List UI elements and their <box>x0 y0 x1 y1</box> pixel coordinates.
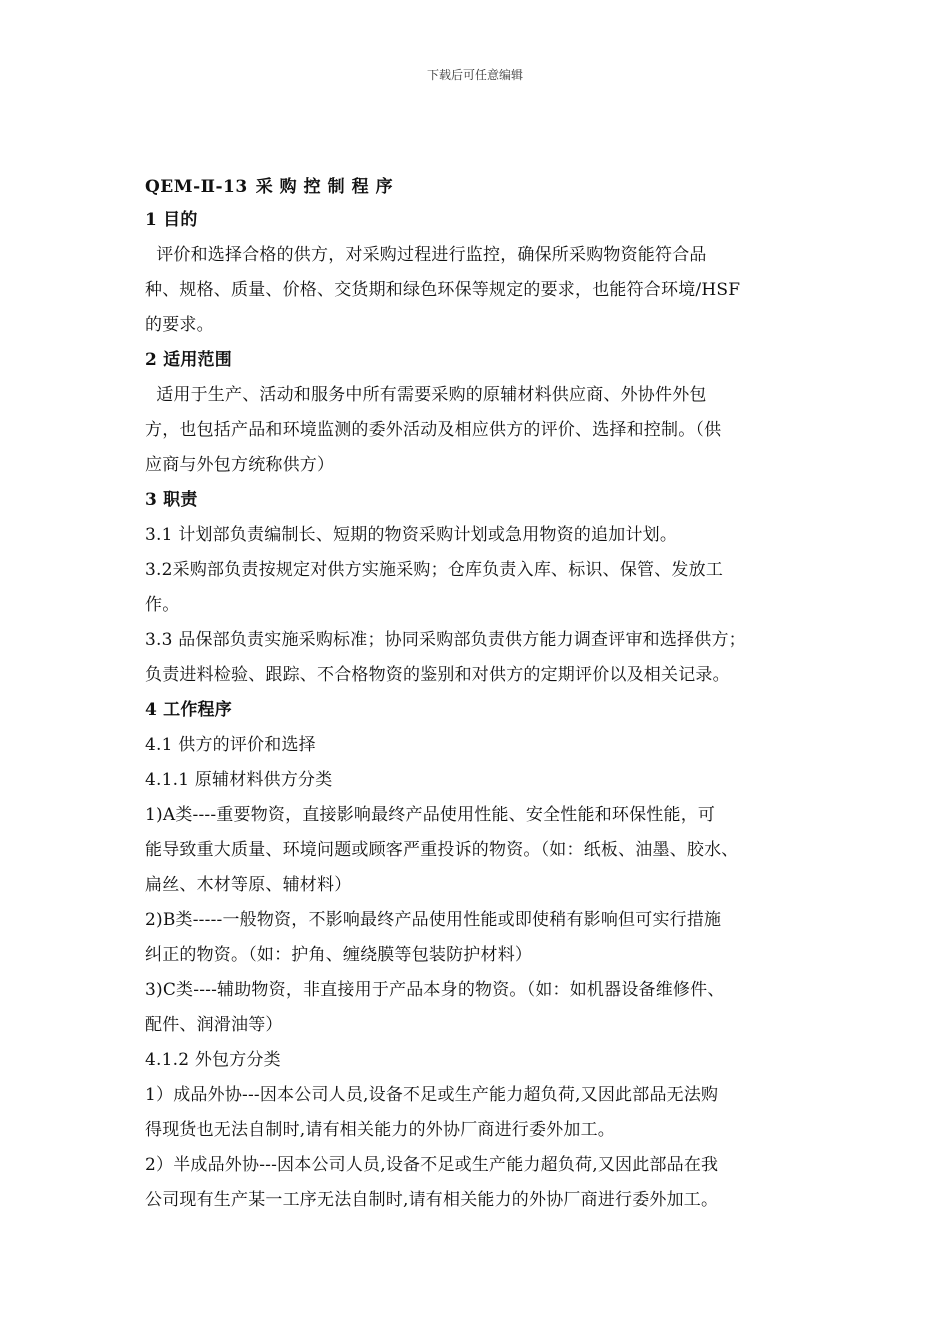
paragraph-line: 3.3 品保部负责实施采购标准；协同采购部负责供方能力调查评审和选择供方； <box>145 630 746 650</box>
paragraph-line: 得现货也无法自制时,请有相关能力的外协厂商进行委外加工。 <box>145 1120 616 1140</box>
paragraph-line: 的要求。 <box>145 315 214 335</box>
header-note: 下载后可任意编辑 <box>426 68 523 82</box>
subsection-heading: 4.1.2 外包方分类 <box>145 1050 281 1070</box>
paragraph-line: 公司现有生产某一工序无法自制时,请有相关能力的外协厂商进行委外加工。 <box>145 1190 719 1210</box>
document-code: QEM-Ⅱ-13 <box>145 177 248 197</box>
paragraph-line: 适用于生产、活动和服务中所有需要采购的原辅材料供应商、外协件外包 <box>145 385 707 405</box>
paragraph-line: 2)B类-----一般物资，不影响最终产品使用性能或即使稍有影响但可实行措施 <box>145 910 722 930</box>
paragraph-line: 应商与外包方统称供方） <box>145 455 335 475</box>
paragraph-line: 3.2采购部负责按规定对供方实施采购；仓库负责入库、标识、保管、发放工 <box>145 560 724 580</box>
paragraph-line: 3.1 计划部负责编制长、短期的物资采购计划或急用物资的追加计划。 <box>145 525 678 545</box>
paragraph-line: 1）成品外协---因本公司人员,设备不足或生产能力超负荷,又因此部品无法购 <box>145 1085 719 1105</box>
document-title-text: 采购控制程序 <box>255 177 400 197</box>
paragraph-line: 3)C类----辅助物资，非直接用于产品本身的物资。（如：如机器设备维修件、 <box>145 980 725 1000</box>
paragraph-line: 作。 <box>145 595 180 615</box>
paragraph-line: 配件、润滑油等） <box>145 1015 283 1035</box>
paragraph-line: 2）半成品外协---因本公司人员,设备不足或生产能力超负荷,又因此部品在我 <box>145 1155 719 1175</box>
section-heading-responsibilities: 3 职责 <box>145 490 198 510</box>
paragraph-line: 1)A类----重要物资，直接影响最终产品使用性能、安全性能和环保性能，可 <box>145 805 716 825</box>
subsection-heading: 4.1 供方的评价和选择 <box>145 735 316 755</box>
section-heading-procedure: 4 工作程序 <box>145 700 232 720</box>
paragraph-line: 负责进料检验、跟踪、不合格物资的鉴别和对供方的定期评价以及相关记录。 <box>145 665 730 685</box>
paragraph-line: 评价和选择合格的供方，对采购过程进行监控，确保所采购物资能符合品 <box>145 245 707 265</box>
subsection-heading: 4.1.1 原辅材料供方分类 <box>145 770 333 790</box>
section-heading-scope: 2 适用范围 <box>145 350 232 370</box>
document-title <box>145 175 825 199</box>
paragraph-line: 种、规格、质量、价格、交货期和绿色环保等规定的要求，也能符合环境/HSF <box>145 280 741 300</box>
paragraph-line: 扁丝、木材等原、辅材料） <box>145 875 352 895</box>
section-heading-purpose: 1 目的 <box>145 210 198 230</box>
paragraph-line: 纠正的物资。（如：护角、缠绕膜等包装防护材料） <box>145 945 533 965</box>
paragraph-line: 方，也包括产品和环境监测的委外活动及相应供方的评价、选择和控制。（供 <box>145 420 722 440</box>
paragraph-line: 能导致重大质量、环境问题或顾客严重投诉的物资。（如：纸板、油墨、胶水、 <box>145 840 739 860</box>
